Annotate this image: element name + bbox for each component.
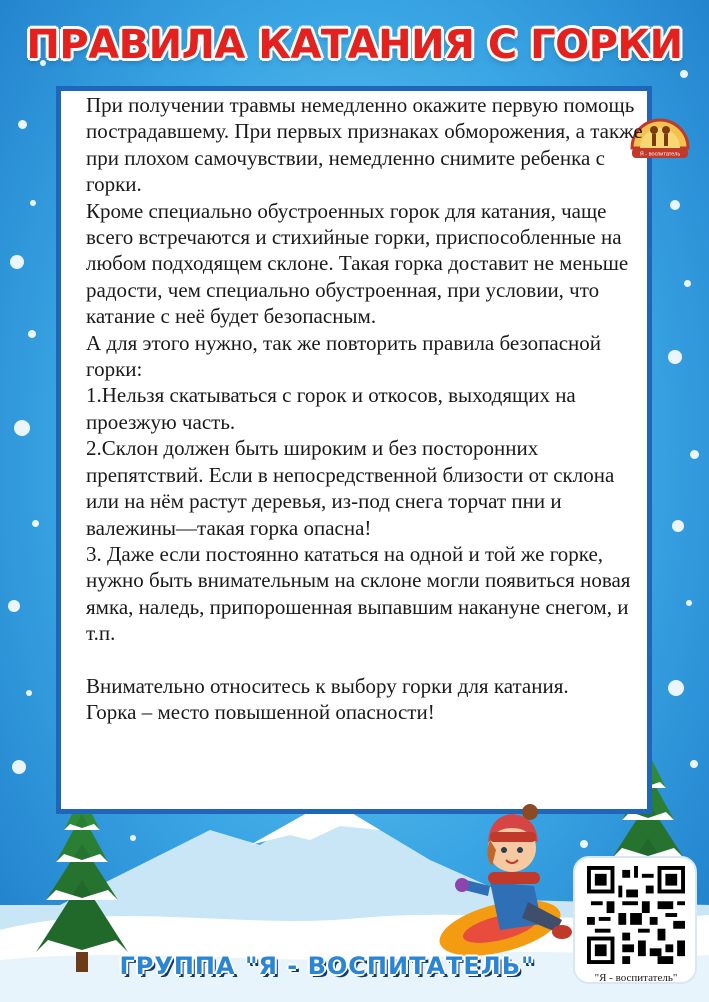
qr-code[interactable] [573,856,697,984]
qr-caption: "Я - воспитатель" [594,972,678,984]
rule-2: 2.Склон должен быть широким и без посторонних препятствий. Если в непосредственной близости от склона или на нём растут деревья, из-под снега торчат пни и валежины—такая горка опасна! [86,436,615,540]
paragraph-danger-warning: Горка – место повышенной опасности! [86,699,435,724]
rules-text [86,92,646,725]
rule-3: 3. Даже если постоянно кататься на одной и той же горке, нужно быть внимательным на склоне могли появиться новая ямка, наледь, припорошенная выпавшим накануне снегом, и т.п. [86,541,631,646]
rule-1: 1.Нельзя скатываться с горок и откосов, выходящих на проезжую часть. [86,383,576,434]
paragraph-rules-intro: А для этого нужно, так же повторить правила безопасной горки: [86,330,602,382]
badge-text: Я - воспитатель [639,151,681,158]
qr-code-icon [587,866,685,964]
paragraph-choose-slope: Внимательно относитесь к выбору горки для катания. [86,673,569,698]
group-footer: ГРУППА "Я - ВОСПИТАТЕЛЬ" [119,952,535,980]
paragraph-natural-slopes: Кроме специально обустроенных горок для катания, чаще всего встречаются и стихийные горки, приспособленные на любом подходящем склоне. Такая горка доставит не меньше радости, чем специально обустроенная, при условии, что катание с неё будет безопасным. [86,198,629,329]
child-on-tube-illustration [430,790,590,960]
page-title: ПРАВИЛА КАТАНИЯ С ГОРКИ [26,22,683,68]
paragraph-first-aid: При получении травмы немедленно окажите первую помощь пострадавшему. При первых признаках обморожения, а также при плохом самочувствии, немедленно снимите ребенка с горки. [86,93,643,197]
